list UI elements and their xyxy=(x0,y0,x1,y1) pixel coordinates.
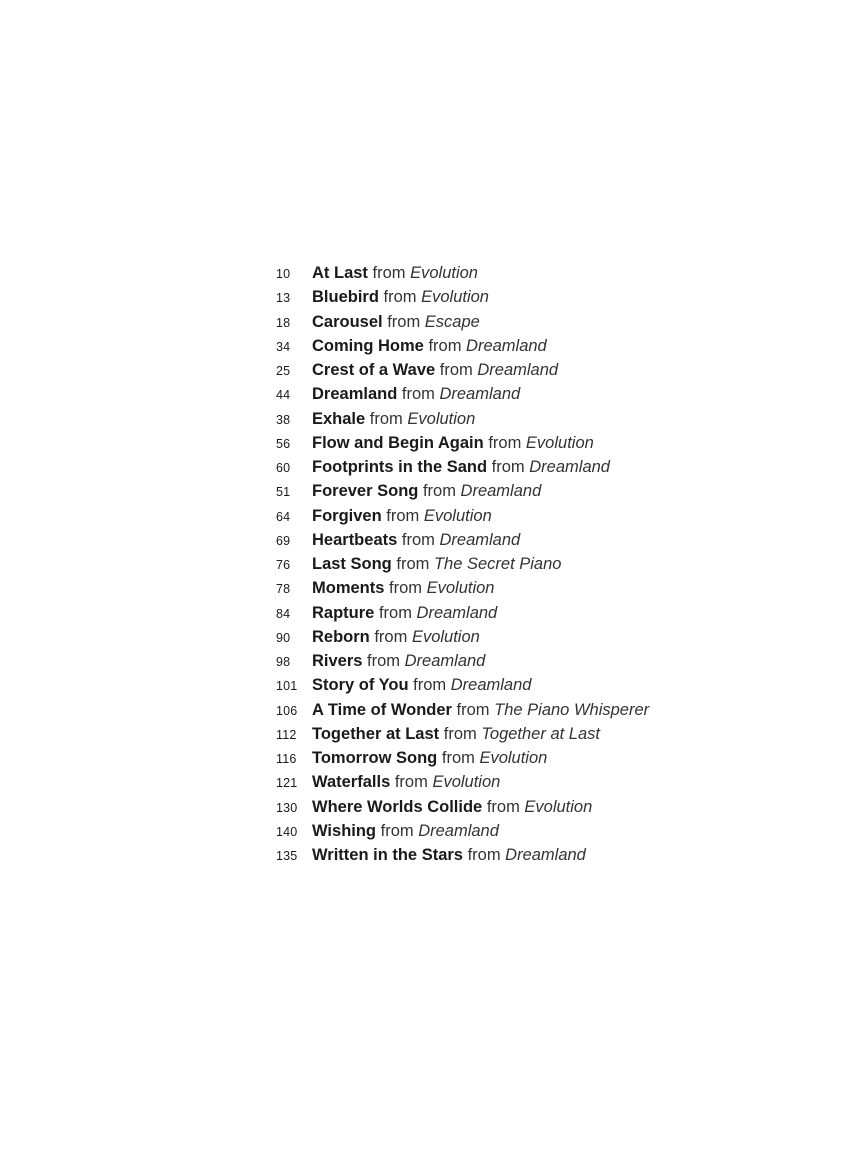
from-connector: from xyxy=(488,433,522,452)
toc-entry xyxy=(276,410,649,434)
toc-entry xyxy=(276,458,649,482)
album-name: The Piano Whisperer xyxy=(494,700,650,719)
album-name: Dreamland xyxy=(404,652,486,670)
from-connector: from xyxy=(401,385,435,404)
page-number: 98 xyxy=(276,655,291,669)
song-title: Footprints in the Sand xyxy=(312,458,488,476)
song-title: Rivers xyxy=(312,652,363,670)
album-name: Together at Last xyxy=(481,724,600,743)
entry-text xyxy=(312,628,480,647)
entry-text xyxy=(312,846,586,865)
album-name: Dreamland xyxy=(439,530,521,549)
album-name: Evolution xyxy=(410,264,478,282)
entry-text xyxy=(312,579,495,598)
page-number: 51 xyxy=(276,485,291,500)
toc-entry xyxy=(276,652,649,676)
page-number: 90 xyxy=(276,630,291,645)
from-connector: from xyxy=(369,409,403,428)
from-connector: from xyxy=(372,264,406,282)
toc-entry xyxy=(276,725,649,749)
album-name: Dreamland xyxy=(418,821,499,840)
entry-text xyxy=(312,555,561,574)
album-name: Dreamland xyxy=(450,676,532,695)
entry-text xyxy=(312,773,500,792)
song-title: Carousel xyxy=(312,312,383,331)
song-title: Moments xyxy=(312,579,385,598)
from-connector: from xyxy=(486,797,520,816)
toc-entry xyxy=(276,773,649,797)
entry-text xyxy=(312,749,547,768)
from-connector: from xyxy=(380,821,414,840)
page-number: 56 xyxy=(276,436,291,451)
page-number: 76 xyxy=(276,558,291,572)
entry-text xyxy=(312,410,475,429)
album-name: Dreamland xyxy=(529,458,610,476)
entry-text xyxy=(312,337,547,356)
page-number: 106 xyxy=(276,703,298,718)
toc-entry xyxy=(276,822,649,846)
entry-text xyxy=(312,361,558,380)
song-title: Dreamland xyxy=(312,385,398,404)
toc-entry xyxy=(276,749,649,773)
from-connector: from xyxy=(422,482,456,501)
toc-entry xyxy=(276,555,649,579)
page-number: 84 xyxy=(276,606,291,621)
song-title: Waterfalls xyxy=(312,773,391,792)
entry-text xyxy=(312,507,492,526)
toc-entry xyxy=(276,798,649,822)
from-connector: from xyxy=(389,579,423,598)
from-connector: from xyxy=(456,700,490,719)
toc-entry xyxy=(276,264,649,288)
toc-entry xyxy=(276,507,649,531)
toc-entry xyxy=(276,531,649,555)
from-connector: from xyxy=(441,749,475,767)
entry-text xyxy=(312,652,485,671)
album-name: Evolution xyxy=(423,506,492,525)
page-number: 116 xyxy=(276,752,297,766)
toc-entry xyxy=(276,579,649,603)
entry-text xyxy=(312,701,649,720)
page-number: 34 xyxy=(276,339,291,354)
album-name: Evolution xyxy=(421,288,489,307)
entry-text xyxy=(312,676,531,695)
entry-text xyxy=(312,531,520,550)
from-connector: from xyxy=(413,676,447,695)
toc-entry xyxy=(276,361,649,385)
toc-entry xyxy=(276,288,649,312)
song-title: Flow and Begin Again xyxy=(312,433,484,452)
song-title: Written in the Stars xyxy=(312,846,463,864)
song-title: Wishing xyxy=(312,821,377,840)
album-name: Evolution xyxy=(525,433,594,452)
album-name: Dreamland xyxy=(416,603,498,622)
song-title: Together at Last xyxy=(312,724,440,743)
from-connector: from xyxy=(491,458,525,476)
album-name: Dreamland xyxy=(505,846,586,864)
toc-entry xyxy=(276,385,649,409)
toc-entry xyxy=(276,434,649,458)
entry-text xyxy=(312,313,480,332)
song-title: Forgiven xyxy=(312,506,382,525)
entry-text xyxy=(312,604,497,623)
album-name: Dreamland xyxy=(466,336,547,355)
page-number: 69 xyxy=(276,533,291,548)
entry-text xyxy=(312,434,594,453)
from-connector: from xyxy=(374,627,408,646)
toc-entry xyxy=(276,846,649,870)
song-title: Crest of a Wave xyxy=(312,361,436,379)
from-connector: from xyxy=(401,530,435,549)
song-title: Story of You xyxy=(312,676,409,695)
album-name: Evolution xyxy=(407,409,476,428)
entry-text xyxy=(312,822,499,841)
entry-text xyxy=(312,458,610,477)
toc-entry xyxy=(276,604,649,628)
toc-entry xyxy=(276,628,649,652)
toc-entry xyxy=(276,676,649,700)
from-connector: from xyxy=(386,506,420,525)
from-connector: from xyxy=(396,555,430,573)
toc-entry xyxy=(276,701,649,725)
page-number: 78 xyxy=(276,582,291,597)
album-name: Dreamland xyxy=(477,361,559,379)
from-connector: from xyxy=(467,846,501,864)
page-number: 135 xyxy=(276,849,298,863)
toc-entry xyxy=(276,313,649,337)
song-title: Heartbeats xyxy=(312,530,398,549)
page-number: 25 xyxy=(276,364,291,378)
album-name: Dreamland xyxy=(439,385,521,404)
album-name: Evolution xyxy=(426,579,495,598)
from-connector: from xyxy=(394,773,428,792)
page-number: 130 xyxy=(276,800,298,815)
from-connector: from xyxy=(443,724,477,743)
from-connector: from xyxy=(439,361,473,379)
song-title: Tomorrow Song xyxy=(312,749,438,767)
page-number: 112 xyxy=(276,727,297,742)
from-connector: from xyxy=(383,288,417,307)
from-connector: from xyxy=(367,652,401,670)
page-number: 44 xyxy=(276,388,291,403)
entry-text xyxy=(312,264,478,283)
album-name: Evolution xyxy=(524,797,593,816)
song-title: Exhale xyxy=(312,409,366,428)
entry-text xyxy=(312,725,600,744)
song-title: Last Song xyxy=(312,555,392,573)
page-number: 64 xyxy=(276,509,291,524)
page-number: 38 xyxy=(276,412,291,427)
page-number: 121 xyxy=(276,776,298,791)
album-name: Dreamland xyxy=(460,482,542,501)
song-title: Rapture xyxy=(312,603,375,622)
album-name: Evolution xyxy=(411,627,480,646)
page-number: 101 xyxy=(276,679,298,694)
album-name: The Secret Piano xyxy=(433,555,562,573)
entry-text xyxy=(312,482,541,501)
album-name: Evolution xyxy=(432,773,501,792)
song-title: A Time of Wonder xyxy=(312,700,452,719)
entry-text xyxy=(312,288,489,307)
song-title: Where Worlds Collide xyxy=(312,797,483,816)
page-number: 140 xyxy=(276,824,298,839)
page-number: 13 xyxy=(276,291,291,306)
page-number: 60 xyxy=(276,461,291,475)
from-connector: from xyxy=(378,603,412,622)
page-number: 18 xyxy=(276,315,291,330)
from-connector: from xyxy=(387,312,421,331)
song-title: Reborn xyxy=(312,627,370,646)
song-title: Forever Song xyxy=(312,482,419,501)
toc-entry xyxy=(276,337,649,361)
album-name: Evolution xyxy=(479,749,548,767)
entry-text xyxy=(312,798,592,817)
song-title: Bluebird xyxy=(312,288,379,307)
album-name: Escape xyxy=(424,312,480,331)
from-connector: from xyxy=(428,336,462,355)
toc-entry xyxy=(276,482,649,506)
song-title: Coming Home xyxy=(312,336,424,355)
table-of-contents xyxy=(276,264,649,870)
song-title: At Last xyxy=(312,264,368,282)
entry-text xyxy=(312,385,520,404)
page-number: 10 xyxy=(276,267,291,281)
